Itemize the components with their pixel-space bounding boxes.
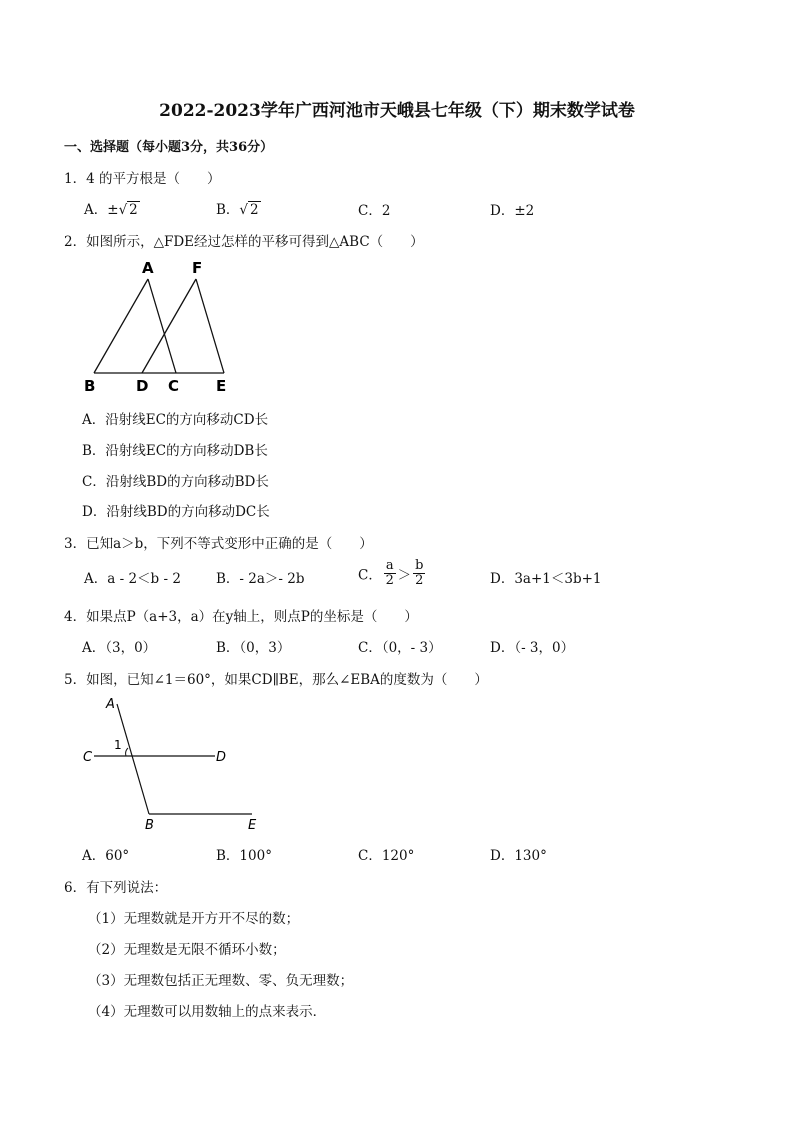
q3-option-c bbox=[358, 559, 427, 588]
label-C: C bbox=[168, 377, 180, 395]
section-heading: 一、选择题（每小题3分，共36分） bbox=[64, 140, 274, 155]
q3-option-c-label: C． bbox=[358, 567, 382, 584]
q6-stem: 6．有下列说法： bbox=[64, 880, 168, 896]
q4-option-d: D．（- 3，0） bbox=[490, 640, 575, 656]
label-angle-1: 1 bbox=[114, 738, 122, 752]
q3-stem: 3．已知a＞b，下列不等式变形中正确的是（ ） bbox=[64, 536, 373, 552]
label-B: B bbox=[145, 818, 154, 833]
q5-stem: 5．如图，已知∠1＝60°，如果CD∥BE，那么∠EBA的度数为（ ） bbox=[64, 672, 488, 688]
label-D: D bbox=[216, 750, 227, 765]
q4-option-c: C．（0，- 3） bbox=[358, 640, 442, 656]
q5-option-d: D．130° bbox=[490, 848, 547, 864]
q2-stem: 2．如图所示，△FDE经过怎样的平移可得到△ABC（ ） bbox=[64, 234, 424, 250]
q3-option-d: D．3a+1＜3b+1 bbox=[490, 571, 602, 587]
q1-option-c: C．2 bbox=[358, 203, 391, 219]
q1-option-b bbox=[216, 198, 261, 218]
q5-option-a: A．60° bbox=[82, 848, 130, 864]
q6-statement-1: （1）无理数就是开方开不尽的数； bbox=[88, 911, 300, 927]
q6-statement-2: （2）无理数是无限不循环小数； bbox=[88, 942, 286, 958]
label-E: E bbox=[248, 818, 257, 833]
q4-option-b: B．（0，3） bbox=[216, 640, 291, 656]
q4-stem: 4．如果点P（a+3，a）在y轴上，则点P的坐标是（ ） bbox=[64, 609, 418, 625]
q3-frac2-num: b bbox=[415, 558, 424, 573]
label-F: F bbox=[192, 259, 203, 277]
q1-option-a-label: A．± bbox=[84, 202, 119, 218]
q2-option-c: C．沿射线BD的方向移动BD长 bbox=[82, 474, 269, 490]
q5-parallel-lines-figure bbox=[80, 692, 270, 837]
sqrt-symbol: √ 2 bbox=[118, 202, 138, 218]
q3-option-a: A．a - 2＜b - 2 bbox=[84, 571, 181, 587]
q3-fraction-b bbox=[413, 559, 425, 588]
q3-fraction-a bbox=[384, 559, 396, 588]
q1-option-b-label: B． bbox=[216, 202, 240, 218]
label-E: E bbox=[216, 377, 227, 395]
label-B: B bbox=[84, 377, 96, 395]
q1-option-d: D．±2 bbox=[490, 203, 535, 219]
q3-frac1-den: 2 bbox=[385, 573, 394, 588]
page-title: 2022-2023学年广西河池市天峨县七年级（下）期末数学试卷 bbox=[159, 101, 635, 121]
q6-statement-4: （4）无理数可以用数轴上的点来表示． bbox=[88, 1004, 327, 1020]
label-C: C bbox=[83, 750, 93, 765]
q5-option-c: C．120° bbox=[358, 848, 415, 864]
label-A: A bbox=[142, 259, 154, 277]
q5-option-b: B．100° bbox=[216, 848, 272, 864]
q6-statement-3: （3）无理数包括正无理数、零、负无理数； bbox=[88, 973, 354, 989]
q4-option-a: A．（3，0） bbox=[82, 640, 157, 656]
label-D: D bbox=[136, 377, 149, 395]
label-A: A bbox=[106, 697, 115, 712]
q1-stem: 1．4 的平方根是（ ） bbox=[64, 171, 221, 187]
q3-option-c-op: ＞ bbox=[397, 567, 412, 584]
q3-option-b: B．- 2a＞- 2b bbox=[216, 571, 305, 587]
q2-option-a: A．沿射线EC的方向移动CD长 bbox=[82, 412, 269, 428]
sqrt-symbol: √ 2 bbox=[239, 202, 259, 218]
q2-triangle-figure bbox=[80, 255, 240, 395]
q1-option-b-radicand: 2 bbox=[250, 202, 259, 218]
q3-frac2-den: 2 bbox=[415, 573, 424, 588]
q1-option-a-radicand: 2 bbox=[129, 202, 138, 218]
q2-option-b: B．沿射线EC的方向移动DB长 bbox=[82, 443, 268, 459]
q2-option-d: D．沿射线BD的方向移动DC长 bbox=[82, 504, 270, 520]
q1-option-a bbox=[84, 198, 140, 218]
q3-frac1-num: a bbox=[385, 558, 394, 573]
